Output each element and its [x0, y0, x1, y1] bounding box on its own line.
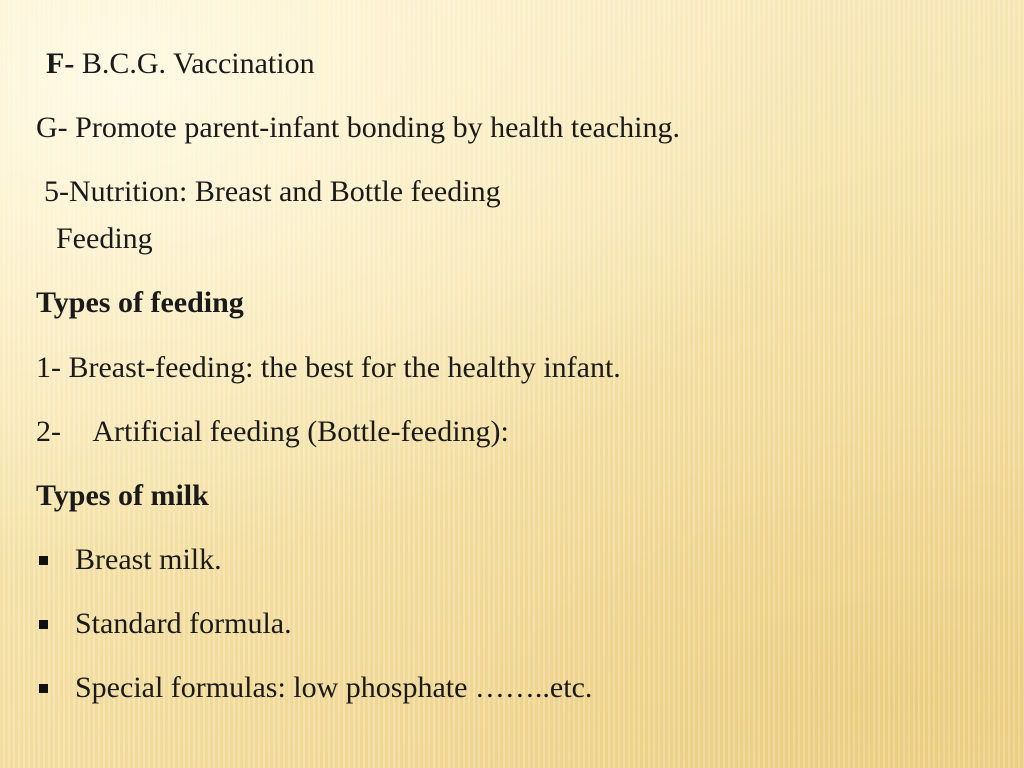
square-bullet-icon — [39, 620, 48, 629]
line-bcg-vaccination — [46, 44, 315, 84]
line-feeding: Feeding — [56, 222, 153, 255]
square-bullet-icon — [39, 684, 48, 693]
line-f-text: B.C.G. Vaccination — [81, 47, 315, 80]
line-parent-infant-bonding: G- Promote parent-infant bonding by health teaching. — [36, 111, 680, 144]
item-2-text: Artificial feeding (Bottle-feeding): — [92, 415, 509, 448]
heading-types-of-feeding: Types of feeding — [36, 286, 244, 319]
square-bullet-icon — [39, 556, 48, 565]
line-f-prefix: F- — [46, 47, 75, 80]
heading-types-of-milk: Types of milk — [36, 479, 209, 512]
item-breast-feeding: 1- Breast-feeding: the best for the healthy infant. — [36, 351, 621, 384]
milk-bullet-item: Breast milk. — [75, 543, 222, 576]
milk-bullet-item: Special formulas: low phosphate ……..etc. — [75, 671, 593, 704]
item-2-number: 2- — [36, 415, 61, 448]
line-nutrition: 5-Nutrition: Breast and Bottle feeding — [44, 175, 501, 208]
milk-bullet-item: Standard formula. — [75, 607, 292, 640]
item-artificial-feeding — [36, 412, 509, 452]
